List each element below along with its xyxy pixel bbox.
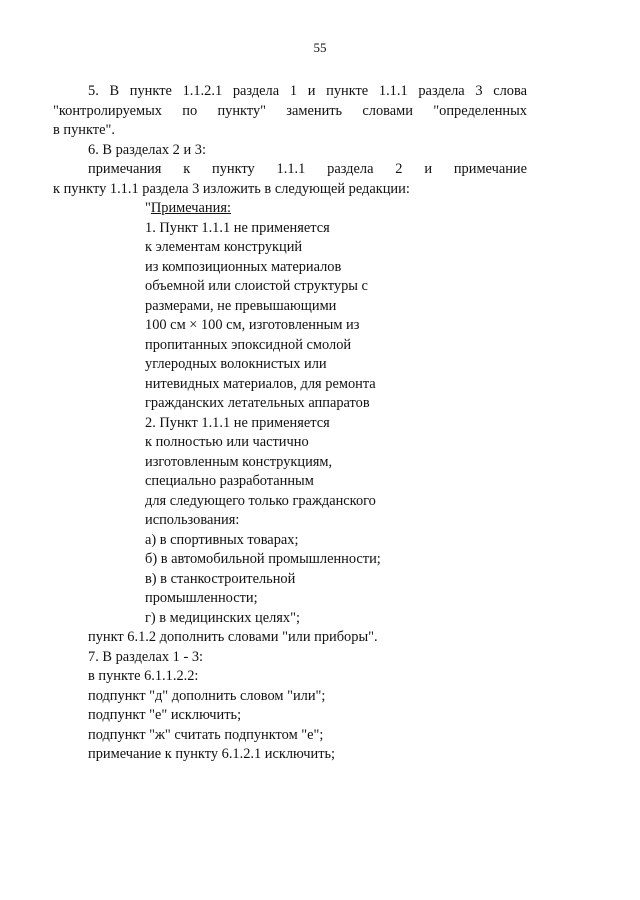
item-6-paragraph (53, 141, 527, 648)
item-7-paragraph (53, 648, 527, 765)
notes-line: объемной или слоистой структуры с (145, 278, 368, 294)
notes-line: из композиционных материалов (145, 258, 342, 275)
notes-line: использования: (145, 512, 240, 528)
page-number: 55 (313, 40, 327, 55)
notes-line: г) в медицинских целях"; (145, 609, 300, 626)
item-7-line: примечание к пункту 6.1.2.1 исключить; (88, 746, 336, 762)
notes-line: к полностью или частично (145, 434, 309, 450)
item-7-line: подпункт "ж" считать подпунктом "е"; (88, 726, 324, 743)
notes-line: промышленности; (145, 590, 258, 606)
notes-line: углеродных волокнистых или (145, 356, 327, 372)
notes-line: специально разработанным (145, 473, 314, 489)
notes-line: гражданских летательных аппаратов (145, 395, 370, 411)
notes-line: изготовленным конструкциям, (145, 453, 333, 470)
item-5-line-2: "контролируемых по пункту" заменить словами "определенных (53, 102, 527, 119)
notes-line: размерами, не превышающими (145, 297, 337, 314)
notes-heading-line (145, 199, 527, 219)
item-7-heading: 7. В разделах 1 - 3: (88, 648, 204, 665)
notes-line: к элементам конструкций (145, 239, 303, 255)
notes-line: б) в автомобильной промышленности; (145, 551, 381, 567)
notes-line: пропитанных эпоксидной смолой (145, 336, 352, 353)
notes-line: нитевидных материалов, для ремонта (145, 375, 376, 392)
notes-line: а) в спортивных товарах; (145, 531, 299, 548)
document-body (53, 82, 527, 765)
item-5-line-1: 5. В пункте 1.1.2.1 раздела 1 и пункте 1.1.1 раздела 3 слова (88, 83, 527, 99)
notes-block (145, 199, 527, 628)
notes-line: в) в станкостроительной (145, 570, 296, 587)
notes-line: 100 см × 100 см, изготовленным из (145, 317, 360, 333)
notes-open-quote: " (145, 200, 151, 216)
notes-line: для следующего только гражданского (145, 492, 376, 509)
item-6-intro-line-2: к пункту 1.1.1 раздела 3 изложить в следующей редакции: (53, 180, 410, 197)
item-5-line-3: в пункте". (53, 122, 115, 138)
notes-heading: Примечания: (150, 200, 231, 216)
item-5-paragraph (53, 82, 527, 141)
item-6-heading: 6. В разделах 2 и 3: (88, 141, 206, 158)
item-6-intro-line-1: примечания к пункту 1.1.1 раздела 2 и примечание (88, 161, 527, 177)
item-7-line: подпункт "д" дополнить словом "или"; (88, 687, 326, 704)
item-7-line: в пункте 6.1.1.2.2: (88, 668, 199, 684)
notes-line: 2. Пункт 1.1.1 не применяется (145, 414, 330, 431)
item-6-amend-line: пункт 6.1.2 дополнить словами "или приборы". (88, 629, 378, 645)
item-7-line: подпункт "е" исключить; (88, 707, 242, 723)
notes-line: 1. Пункт 1.1.1 не применяется (145, 219, 330, 236)
